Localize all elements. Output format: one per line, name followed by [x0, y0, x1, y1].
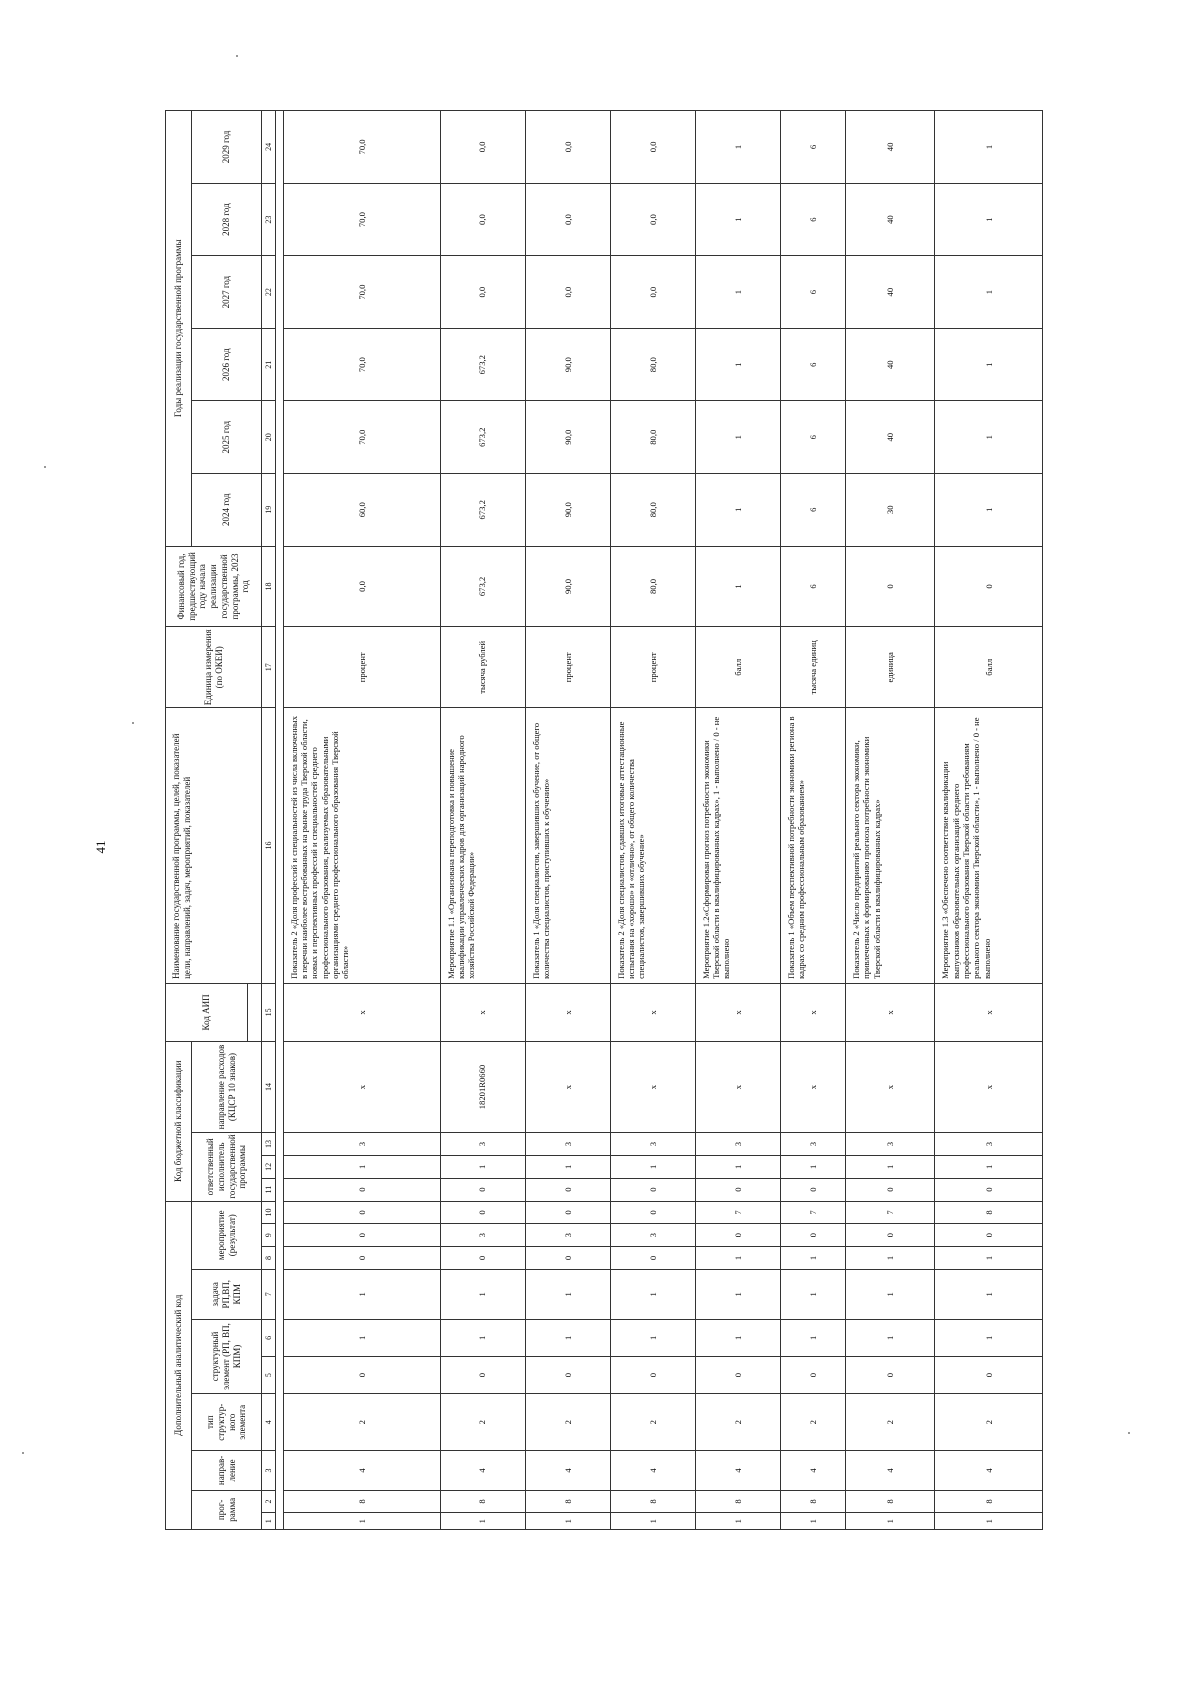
code-cell: 0 — [610, 1178, 695, 1201]
code-cell: 2 — [440, 1394, 525, 1451]
year-value-cell: 90,0 — [525, 474, 610, 547]
code-cell: 1 — [780, 1269, 845, 1319]
col-number: 10 — [262, 1201, 276, 1224]
code-cell: 3 — [695, 1133, 780, 1156]
code-cell: 1 — [780, 1155, 845, 1178]
code-cell: 4 — [610, 1451, 695, 1490]
programme-indicators-table — [165, 110, 1043, 1530]
table-row — [695, 111, 780, 1530]
col-number: 12 — [262, 1155, 276, 1178]
additional-code-header: Дополнительный аналитический код — [166, 1201, 192, 1529]
programme-header: прог-рамма — [192, 1490, 262, 1529]
code-cell: 1 — [695, 1155, 780, 1178]
code-cell: 1 — [935, 1247, 1043, 1270]
code-cell: 0 — [283, 1201, 440, 1224]
base-year-cell: 673,2 — [440, 546, 525, 627]
aip-cell: x — [610, 983, 695, 1041]
code-cell: 1 — [935, 1513, 1043, 1530]
code-cell: 3 — [780, 1133, 845, 1156]
name-cell: Показатель 1 «Доля специалистов, завершивших обучение, от общего количества специалистов, приступивших к обучению» — [525, 708, 610, 984]
executor-header: ответственный исполнитель государственной программы — [192, 1133, 262, 1201]
code-cell: 0 — [440, 1356, 525, 1393]
element-header: структурный элемент (РП, ВП, КПМ) — [192, 1319, 262, 1394]
direction-header: направ-ление — [192, 1451, 262, 1490]
code-cell: 0 — [845, 1356, 935, 1393]
code-cell: 0 — [283, 1178, 440, 1201]
unit-cell: балл — [695, 627, 780, 708]
code-cell: 1 — [283, 1155, 440, 1178]
code-cell: 0 — [525, 1178, 610, 1201]
code-cell: 4 — [525, 1451, 610, 1490]
year-value-cell: 70,0 — [283, 111, 440, 184]
code-cell: 1 — [695, 1319, 780, 1356]
code-cell: 8 — [525, 1490, 610, 1513]
code-cell: 1 — [283, 1269, 440, 1319]
year-value-cell: 1 — [935, 401, 1043, 474]
code-cell: 8 — [440, 1490, 525, 1513]
code-cell: 2 — [695, 1394, 780, 1451]
col-number: 7 — [262, 1269, 276, 1319]
col-number: 15 — [262, 983, 276, 1041]
code-cell: 1 — [780, 1319, 845, 1356]
code-cell: 1 — [845, 1269, 935, 1319]
code-cell: 0 — [935, 1224, 1043, 1247]
code-cell: 1 — [525, 1513, 610, 1530]
code-cell: 0 — [525, 1201, 610, 1224]
year-value-cell: 30 — [845, 474, 935, 547]
aip-cell: x — [845, 983, 935, 1041]
code-cell: 8 — [935, 1490, 1043, 1513]
code-cell: 8 — [695, 1490, 780, 1513]
code-cell: 2 — [780, 1394, 845, 1451]
code-cell: 4 — [695, 1451, 780, 1490]
code-cell: 0 — [283, 1356, 440, 1393]
year-value-cell: 1 — [935, 183, 1043, 256]
aip-cell: x — [525, 983, 610, 1041]
aip-code-subheader — [248, 983, 262, 1041]
scan-speck — [22, 1452, 24, 1454]
year-value-cell: 0,0 — [525, 256, 610, 329]
expense-cell: x — [780, 1041, 845, 1132]
year-value-cell: 6 — [780, 111, 845, 184]
year-value-cell: 0,0 — [440, 183, 525, 256]
scan-speck — [44, 466, 46, 468]
unit-cell: процент — [525, 627, 610, 708]
budget-code-header: Код бюджетной классификации — [166, 1041, 192, 1201]
expense-cell: x — [610, 1041, 695, 1132]
base-year-cell: 0 — [935, 546, 1043, 627]
unit-cell: единица — [845, 627, 935, 708]
code-cell: 1 — [440, 1319, 525, 1356]
table-row — [610, 111, 695, 1530]
code-cell: 3 — [525, 1224, 610, 1247]
code-cell: 7 — [695, 1201, 780, 1224]
base-year-cell: 0 — [845, 546, 935, 627]
year-value-cell: 1 — [935, 474, 1043, 547]
year-value-cell: 1 — [695, 183, 780, 256]
col-number: 11 — [262, 1178, 276, 1201]
name-cell: Показатель 2 «Доля профессий и специальностей из числа включенных в перечни наиболее востребованных на рынке труда Тверской области, новых и перспективных профессий и специальностей среднего профессионального образования, реализуемых образовательными организациями среднего профессионального образования Тверской области» — [283, 708, 440, 984]
unit-cell: балл — [935, 627, 1043, 708]
task-header: задача РП,ВП, КПМ — [192, 1269, 262, 1319]
year-value-cell: 1 — [935, 256, 1043, 329]
code-cell: 1 — [440, 1513, 525, 1530]
col-number: 2 — [262, 1490, 276, 1513]
code-cell: 8 — [935, 1201, 1043, 1224]
table-row — [283, 111, 440, 1530]
year-value-cell: 40 — [845, 401, 935, 474]
name-header: Наименование государственной программы, целей, показателей цели, направлений, задач, мероприятий, показателей — [166, 708, 262, 984]
code-cell: 0 — [283, 1247, 440, 1270]
code-cell: 1 — [283, 1513, 440, 1530]
year-value-cell: 0,0 — [610, 256, 695, 329]
code-cell: 1 — [610, 1319, 695, 1356]
year-value-cell: 0,0 — [525, 183, 610, 256]
year-value-cell: 40 — [845, 256, 935, 329]
col-number: 3 — [262, 1451, 276, 1490]
aip-cell: x — [780, 983, 845, 1041]
code-cell: 3 — [845, 1133, 935, 1156]
code-cell: 3 — [610, 1133, 695, 1156]
code-cell: 1 — [525, 1319, 610, 1356]
code-cell: 1 — [695, 1247, 780, 1270]
unit-cell: процент — [283, 627, 440, 708]
year-value-cell: 0,0 — [525, 111, 610, 184]
year-value-cell: 70,0 — [283, 328, 440, 401]
code-cell: 1 — [440, 1155, 525, 1178]
spacer-cell — [276, 111, 284, 1530]
table-row — [440, 111, 525, 1530]
code-cell: 4 — [283, 1451, 440, 1490]
year-value-cell: 673,2 — [440, 328, 525, 401]
event-header: мероприятие (результат) — [192, 1201, 262, 1269]
year-value-cell: 80,0 — [610, 401, 695, 474]
element-type-header: тип структур-ного элемента — [192, 1394, 262, 1451]
code-cell: 2 — [845, 1394, 935, 1451]
years-group-header: Годы реализации государственной программы — [166, 111, 192, 547]
code-cell: 2 — [610, 1394, 695, 1451]
year-2026-header: 2026 год — [192, 328, 262, 401]
year-2028-header: 2028 год — [192, 183, 262, 256]
code-cell: 1 — [935, 1319, 1043, 1356]
col-number: 1 — [262, 1513, 276, 1530]
year-value-cell: 80,0 — [610, 328, 695, 401]
code-cell: 8 — [283, 1490, 440, 1513]
code-cell: 1 — [440, 1269, 525, 1319]
code-cell: 1 — [935, 1155, 1043, 1178]
table-row — [525, 111, 610, 1530]
name-cell: Показатель 1 «Объем перспективной потребности экономики региона в кадрах со средним профессиональным образованием» — [780, 708, 845, 984]
aip-cell: x — [283, 983, 440, 1041]
col-number: 9 — [262, 1224, 276, 1247]
rotated-table-wrapper — [165, 110, 1043, 1530]
year-value-cell: 1 — [695, 474, 780, 547]
code-cell: 0 — [610, 1201, 695, 1224]
code-cell: 0 — [780, 1224, 845, 1247]
year-value-cell: 90,0 — [525, 328, 610, 401]
col-number: 8 — [262, 1247, 276, 1270]
year-value-cell: 1 — [935, 111, 1043, 184]
expense-cell: x — [695, 1041, 780, 1132]
year-value-cell: 1 — [695, 256, 780, 329]
code-cell: 1 — [610, 1269, 695, 1319]
name-cell: Мероприятие 1.3 «Обеспечено соответствие квалификации выпускников образовательных организаций среднего профессионального образования Тверской области требованиям реального сектора экономики Тверской области», 1 - выполнено / 0 - не выполнено — [935, 708, 1043, 984]
code-cell: 1 — [845, 1513, 935, 1530]
year-2024-header: 2024 год — [192, 474, 262, 547]
col-number: 23 — [262, 183, 276, 256]
code-cell: 3 — [935, 1133, 1043, 1156]
code-cell: 4 — [440, 1451, 525, 1490]
year-value-cell: 673,2 — [440, 401, 525, 474]
expense-cell: x — [283, 1041, 440, 1132]
name-cell: Мероприятие 1.2«Сформирован прогноз потребности экономики Тверской области в квалифицированных кадрах», 1 - выполнено / 0 - не выполнено — [695, 708, 780, 984]
base-year-cell: 80,0 — [610, 546, 695, 627]
page-number: 41 — [93, 840, 108, 854]
year-value-cell: 6 — [780, 256, 845, 329]
col-number: 18 — [262, 546, 276, 627]
base-year-cell: 0,0 — [283, 546, 440, 627]
base-year-cell: 6 — [780, 546, 845, 627]
table-body — [276, 111, 1043, 1530]
code-cell: 1 — [845, 1319, 935, 1356]
code-cell: 2 — [283, 1394, 440, 1451]
code-cell: 0 — [283, 1224, 440, 1247]
name-cell: Показатель 2 «Число предприятий реального сектора экономики, привлеченных к формированию прогноза потребности экономики Тверской области в квалифицированных кадрах» — [845, 708, 935, 984]
expense-header: направление расходов (КЦСР 10 знаков) — [192, 1041, 262, 1132]
year-2025-header: 2025 год — [192, 401, 262, 474]
code-cell: 4 — [935, 1451, 1043, 1490]
name-cell: Показатель 2 «Доля специалистов, сдавших итоговые аттестационные испытания на «хорошо» и «отлично», от общего количества специалистов, завершивших обучение» — [610, 708, 695, 984]
name-cell: Мероприятие 1.1 «Организована переподготовка и повышение квалификации управленческих кадров для организаций народного хозяйства Российской Федерации» — [440, 708, 525, 984]
code-cell: 0 — [440, 1178, 525, 1201]
code-cell: 3 — [525, 1133, 610, 1156]
year-value-cell: 6 — [780, 328, 845, 401]
code-cell: 0 — [610, 1356, 695, 1393]
table-row — [935, 111, 1043, 1530]
code-cell: 8 — [610, 1490, 695, 1513]
code-cell: 1 — [695, 1513, 780, 1530]
col-number: 16 — [262, 708, 276, 984]
code-cell: 1 — [845, 1155, 935, 1178]
expense-cell: x — [935, 1041, 1043, 1132]
col-number: 24 — [262, 111, 276, 184]
code-cell: 3 — [440, 1133, 525, 1156]
code-cell: 1 — [525, 1269, 610, 1319]
code-cell: 1 — [525, 1155, 610, 1178]
expense-cell: x — [845, 1041, 935, 1132]
year-value-cell: 90,0 — [525, 401, 610, 474]
aip-cell: x — [440, 983, 525, 1041]
col-number: 6 — [262, 1319, 276, 1356]
year-value-cell: 0,0 — [440, 256, 525, 329]
base-year-cell: 1 — [695, 546, 780, 627]
year-value-cell: 70,0 — [283, 401, 440, 474]
code-cell: 0 — [525, 1247, 610, 1270]
code-cell: 8 — [780, 1490, 845, 1513]
code-cell: 4 — [780, 1451, 845, 1490]
year-value-cell: 40 — [845, 111, 935, 184]
code-cell: 0 — [780, 1178, 845, 1201]
code-cell: 0 — [440, 1247, 525, 1270]
col-number: 21 — [262, 328, 276, 401]
code-cell: 0 — [780, 1356, 845, 1393]
year-value-cell: 1 — [935, 328, 1043, 401]
code-cell: 1 — [610, 1513, 695, 1530]
code-cell: 1 — [780, 1513, 845, 1530]
year-value-cell: 0,0 — [610, 111, 695, 184]
aip-cell: x — [695, 983, 780, 1041]
base-year-header: Финансовый год, предшествующий году начала реализации государственной программы, 2023 год — [166, 546, 262, 627]
year-value-cell: 673,2 — [440, 474, 525, 547]
unit-header: Единица измерения (по ОКЕИ) — [166, 627, 262, 708]
aip-code-header: Код АИП — [166, 983, 248, 1041]
col-number: 17 — [262, 627, 276, 708]
col-number: 22 — [262, 256, 276, 329]
year-value-cell: 70,0 — [283, 183, 440, 256]
code-cell: 2 — [525, 1394, 610, 1451]
scan-speck — [1128, 1432, 1130, 1434]
unit-cell: тысяча рублей — [440, 627, 525, 708]
code-cell: 2 — [935, 1394, 1043, 1451]
code-cell: 0 — [845, 1224, 935, 1247]
code-cell: 1 — [610, 1155, 695, 1178]
year-value-cell: 1 — [695, 401, 780, 474]
code-cell: 1 — [283, 1319, 440, 1356]
code-cell: 7 — [845, 1201, 935, 1224]
code-cell: 0 — [935, 1178, 1043, 1201]
table-row — [780, 111, 845, 1530]
expense-cell: x — [525, 1041, 610, 1132]
year-value-cell: 40 — [845, 183, 935, 256]
col-number: 19 — [262, 474, 276, 547]
scan-speck — [236, 55, 238, 57]
code-cell: 1 — [935, 1269, 1043, 1319]
year-value-cell: 60,0 — [283, 474, 440, 547]
year-value-cell: 0,0 — [440, 111, 525, 184]
code-cell: 0 — [610, 1247, 695, 1270]
year-value-cell: 80,0 — [610, 474, 695, 547]
col-number: 14 — [262, 1041, 276, 1132]
aip-cell: x — [935, 983, 1043, 1041]
code-cell: 3 — [610, 1224, 695, 1247]
unit-cell: процент — [610, 627, 695, 708]
code-cell: 1 — [845, 1247, 935, 1270]
year-2029-header: 2029 год — [192, 111, 262, 184]
scan-speck — [132, 722, 134, 724]
code-cell: 7 — [780, 1201, 845, 1224]
code-cell: 0 — [440, 1201, 525, 1224]
code-cell: 0 — [845, 1178, 935, 1201]
code-cell: 0 — [935, 1356, 1043, 1393]
col-number: 20 — [262, 401, 276, 474]
year-value-cell: 6 — [780, 474, 845, 547]
spacer-row — [276, 111, 284, 1530]
code-cell: 0 — [695, 1356, 780, 1393]
year-value-cell: 6 — [780, 401, 845, 474]
year-value-cell: 0,0 — [610, 183, 695, 256]
unit-cell: тысяча единиц — [780, 627, 845, 708]
table-row — [845, 111, 935, 1530]
col-number: 4 — [262, 1394, 276, 1451]
expense-cell: 18201R0660 — [440, 1041, 525, 1132]
col-number: 13 — [262, 1133, 276, 1156]
year-value-cell: 1 — [695, 111, 780, 184]
code-cell: 3 — [440, 1224, 525, 1247]
year-value-cell: 1 — [695, 328, 780, 401]
code-cell: 0 — [695, 1224, 780, 1247]
code-cell: 1 — [695, 1269, 780, 1319]
year-value-cell: 6 — [780, 183, 845, 256]
year-value-cell: 70,0 — [283, 256, 440, 329]
code-cell: 8 — [845, 1490, 935, 1513]
year-2027-header: 2027 год — [192, 256, 262, 329]
code-cell: 3 — [283, 1133, 440, 1156]
code-cell: 0 — [695, 1178, 780, 1201]
col-number: 5 — [262, 1356, 276, 1393]
base-year-cell: 90,0 — [525, 546, 610, 627]
code-cell: 0 — [525, 1356, 610, 1393]
code-cell: 1 — [780, 1247, 845, 1270]
year-value-cell: 40 — [845, 328, 935, 401]
code-cell: 4 — [845, 1451, 935, 1490]
